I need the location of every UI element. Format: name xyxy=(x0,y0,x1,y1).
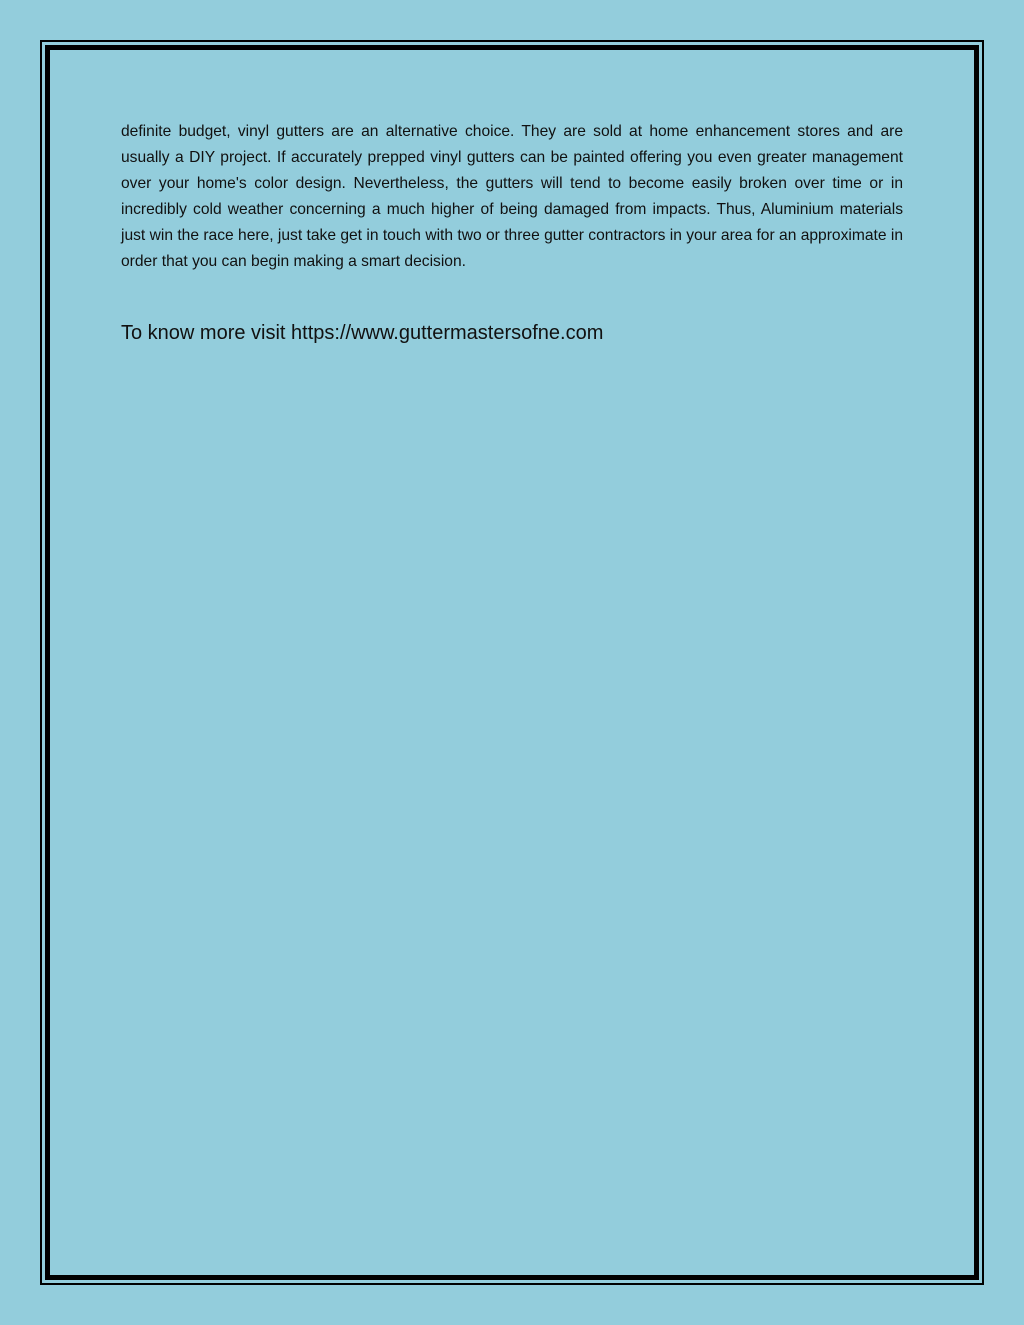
visit-link-line: To know more visit https://www.guttermastersofne.com xyxy=(121,322,604,344)
body-paragraph: definite budget, vinyl gutters are an alternative choice. They are sold at home enhancement stores and are usually a DIY project. If accurately prepped vinyl gutters can be painted offering you even greater management over your home's color design. Nevertheless, the gutters will tend to become easily broken over time or in incredibly cold weather concerning a much higher of being damaged from impacts. Thus, Aluminium materials just win the race here, just take get in touch with two or three gutter contractors in your area for an approximate in order that you can begin making a smart decision. xyxy=(121,123,903,270)
page-content xyxy=(121,119,903,347)
